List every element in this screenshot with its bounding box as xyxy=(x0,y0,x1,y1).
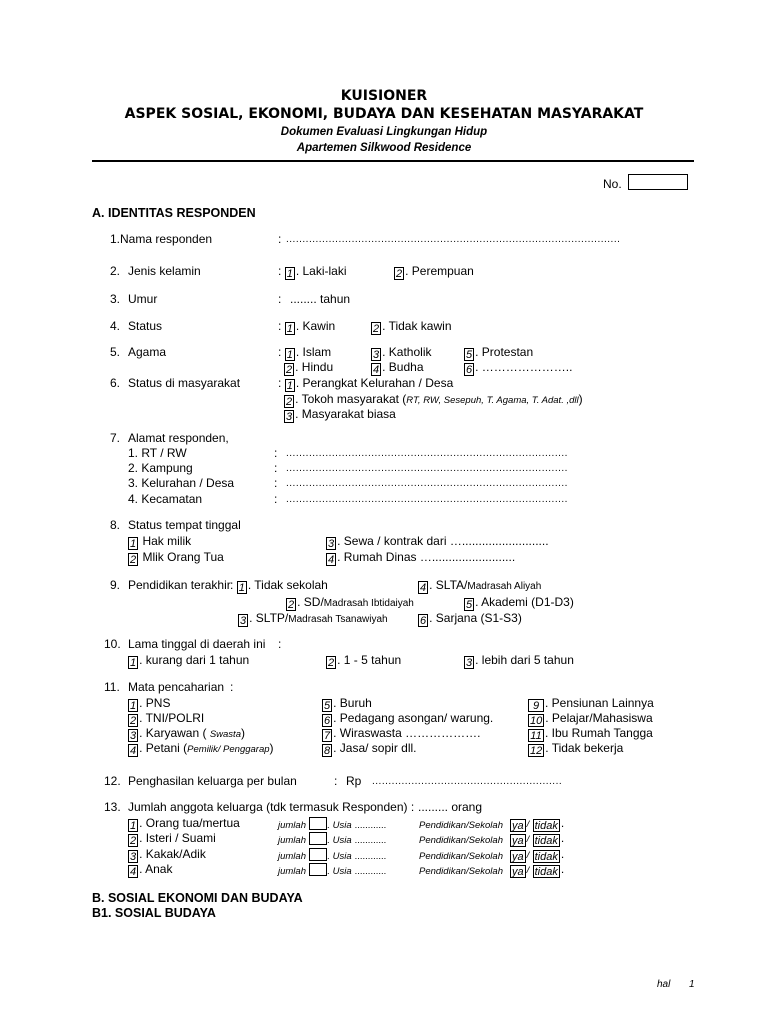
option-pns: . PNS xyxy=(139,696,171,710)
option-box-milik-orang-tua[interactable]: 2 xyxy=(130,554,137,566)
option-petani-detail: Pemilik/ Penggarap xyxy=(187,744,270,755)
option-hak-milik: Hak milik xyxy=(139,534,192,548)
family-row-yesno xyxy=(510,847,564,863)
option-laki-laki: . Laki-laki xyxy=(295,264,347,278)
option-tidak-bekerja: . Tidak bekerja xyxy=(545,741,624,755)
q6-label: Status di masyarakat xyxy=(128,376,241,390)
family-row-label-wrap xyxy=(128,847,206,863)
q7-label: Alamat responden, xyxy=(128,431,229,445)
page-number: 1 xyxy=(689,979,695,990)
q12-number: 12. xyxy=(104,774,121,788)
family-row-edu xyxy=(419,817,503,831)
family-row-edu xyxy=(419,863,503,877)
q1-colon: : xyxy=(278,232,282,246)
option-box-rumah-dinas[interactable]: 4 xyxy=(328,554,335,566)
jumlah-field[interactable] xyxy=(309,863,327,876)
address-kelurahan-label: 3. Kelurahan / Desa xyxy=(128,476,235,490)
pendidikan-label: Pendidikan/Sekolah xyxy=(419,835,503,846)
address-rt-colon: : xyxy=(274,446,278,460)
option-box-pensiunan[interactable]: 9 xyxy=(528,699,544,712)
row-end: . xyxy=(560,862,565,876)
family-row-fields xyxy=(278,848,387,862)
address-kampung-label: 2. Kampung xyxy=(128,461,193,475)
usia-field[interactable]: ............ xyxy=(354,835,387,846)
q11-opt10 xyxy=(528,711,653,727)
pendidikan-label: Pendidikan/Sekolah xyxy=(419,866,503,877)
q11-opt5 xyxy=(322,696,372,712)
q11-colon: : xyxy=(230,680,234,694)
q11-opt8 xyxy=(322,741,417,757)
section-a-heading: A. IDENTITAS RESPONDEN xyxy=(92,206,256,220)
option-tidak-kawin: . Tidak kawin xyxy=(382,319,452,333)
family-row-label: . Anak xyxy=(139,862,173,876)
q6-number: 6. xyxy=(110,376,121,390)
row-end: . xyxy=(560,816,565,830)
q9-label: Pendidikan terakhir xyxy=(128,578,231,592)
q11-opt2 xyxy=(128,711,204,727)
option-kurang-1-tahun: . kurang dari 1 tahun xyxy=(139,653,250,667)
q9-opt3 xyxy=(238,611,388,627)
family-row-label-wrap xyxy=(128,862,172,878)
q5-label: Agama xyxy=(128,345,167,359)
option-box-tidak-sekolah[interactable]: 1 xyxy=(238,582,245,594)
family-row-box[interactable]: 1 xyxy=(130,820,137,832)
option-box-jasa[interactable]: 8 xyxy=(324,745,331,757)
family-row-label-wrap xyxy=(128,816,240,832)
q11-label: Mata pencaharian xyxy=(128,680,225,694)
yes-box[interactable]: ya xyxy=(512,820,524,832)
family-row-box[interactable]: 2 xyxy=(130,835,137,847)
project-name: Apartemen Silkwood Residence xyxy=(296,142,472,154)
option-box-masyarakat[interactable]: 3 xyxy=(286,411,293,423)
q4-label: Status xyxy=(128,319,163,333)
option-perempuan-wrap xyxy=(394,264,474,280)
q6-opt2 xyxy=(284,392,583,408)
option-sarjana: . Sarjana (S1-S3) xyxy=(429,611,522,625)
option-box-tokoh[interactable]: 2 xyxy=(286,396,293,408)
option-ibu-rumah-tangga: . Ibu Rumah Tangga xyxy=(545,726,653,740)
family-row-label-wrap xyxy=(128,831,216,847)
usia-field[interactable]: ............ xyxy=(354,820,387,831)
q2-options xyxy=(278,264,347,280)
option-1-5-tahun: . 1 - 5 tahun xyxy=(337,653,402,667)
q8-opt1 xyxy=(128,534,191,550)
option-box-karyawan[interactable]: 3 xyxy=(130,730,137,742)
option-sewa: . Sewa / kontrak dari ….......................... xyxy=(337,534,549,548)
q2-colon: : xyxy=(278,264,282,278)
family-row-edu xyxy=(419,832,503,846)
option-box-1-5-tahun[interactable]: 2 xyxy=(328,657,335,669)
q9-number: 9. xyxy=(110,578,121,592)
option-box-sewa[interactable]: 3 xyxy=(328,538,335,550)
jumlah-label: jumlah xyxy=(278,820,306,831)
option-box-tidak-bekerja[interactable]: 12 xyxy=(530,745,543,757)
slash: / xyxy=(526,834,530,845)
option-box-protestan[interactable]: 5 xyxy=(466,349,473,361)
option-sltp: . SLTP/ xyxy=(249,611,289,625)
q10-opt1 xyxy=(128,653,249,669)
address-rt-label: 1. RT / RW xyxy=(128,446,187,460)
option-box-perempuan[interactable]: 2 xyxy=(396,268,403,280)
document-name: Dokumen Evaluasi Lingkungan Hidup xyxy=(280,126,488,138)
option-karyawan: . Karyawan ( xyxy=(139,726,210,740)
q11-opt12 xyxy=(528,741,623,757)
no-box[interactable]: tidak xyxy=(534,835,558,847)
q12-rp: Rp xyxy=(346,774,362,788)
q11-opt9 xyxy=(528,696,654,712)
family-row-label: . Isteri / Suami xyxy=(139,831,216,845)
section-b-heading: B. SOSIAL EKONOMI DAN BUDAYA xyxy=(92,891,303,905)
q9-opt4 xyxy=(418,578,541,594)
document-title: KUISIONER xyxy=(340,88,428,104)
q10-opt2 xyxy=(326,653,401,669)
option-tni-polri: . TNI/POLRI xyxy=(139,711,205,725)
family-row-fields xyxy=(278,863,387,877)
option-tokoh-detail: Sesepuh, T. Agama, T. Adat. ,dll xyxy=(443,395,579,406)
option-box-kurang-1-tahun[interactable]: 1 xyxy=(130,657,137,669)
no-box[interactable]: tidak xyxy=(534,866,558,878)
option-sd: . SD/ xyxy=(297,595,324,609)
family-row-yesno xyxy=(510,831,564,847)
option-box-katholik[interactable]: 3 xyxy=(373,349,380,361)
option-perempuan: . Perempuan xyxy=(405,264,474,278)
option-box-akademi[interactable]: 5 xyxy=(466,599,473,611)
family-row-fields xyxy=(278,817,387,831)
option-islam: . Islam xyxy=(295,345,332,359)
address-kecamatan-colon: : xyxy=(274,492,278,506)
option-box-islam[interactable]: 1 xyxy=(286,349,293,361)
option-protestan: . Protestan xyxy=(475,345,534,359)
address-rt-field[interactable]: ...................................................................................... xyxy=(286,448,568,459)
slash: / xyxy=(526,865,530,876)
usia-field[interactable]: ............ xyxy=(354,851,387,862)
q8-opt2 xyxy=(128,550,224,566)
no-box[interactable]: tidak xyxy=(534,820,558,832)
q8-opt3 xyxy=(326,534,549,550)
option-other-religion: . ………………….. xyxy=(475,360,573,374)
option-karyawan-detail: Swasta xyxy=(209,729,241,740)
q13-label: Jumlah anggota keluarga (tdk termasuk Responden) : xyxy=(128,800,415,814)
q5-opt6 xyxy=(464,360,572,376)
section-b1-heading: B1. SOSIAL BUDAYA xyxy=(92,906,216,920)
q9-opt2 xyxy=(286,595,414,611)
option-box-hindu[interactable]: 2 xyxy=(286,364,293,376)
option-box-budha[interactable]: 4 xyxy=(373,364,380,376)
address-kecamatan-label: 4. Kecamatan xyxy=(128,492,203,506)
no-box[interactable]: tidak xyxy=(534,851,558,863)
q1-label: 1.Nama responden xyxy=(110,232,213,246)
option-box-lebih-5-tahun[interactable]: 3 xyxy=(466,657,473,669)
q5-opt4 xyxy=(371,360,424,376)
option-lebih-5-tahun: . lebih dari 5 tahun xyxy=(475,653,574,667)
option-kawin: . Kawin xyxy=(295,319,336,333)
jumlah-label: jumlah xyxy=(278,835,306,846)
option-box-laki-laki[interactable]: 1 xyxy=(286,268,293,280)
family-row-label: . Kakak/Adik xyxy=(139,847,206,861)
q5-opt1 xyxy=(278,345,331,361)
q4-opt2 xyxy=(371,319,452,335)
option-box-sltp[interactable]: 3 xyxy=(240,615,247,627)
option-slta: . SLTA/ xyxy=(429,578,468,592)
option-box-pedagang[interactable]: 6 xyxy=(324,715,331,727)
option-katholik: . Katholik xyxy=(382,345,432,359)
usia-field[interactable]: ............ xyxy=(354,866,387,877)
family-row-yesno xyxy=(510,862,564,878)
age-field[interactable]: ........ tahun xyxy=(290,292,351,306)
q5-opt2 xyxy=(284,360,333,376)
option-rumah-dinas: . Rumah Dinas …......................... xyxy=(337,550,516,564)
option-pensiunan: . Pensiunan Lainnya xyxy=(545,696,654,710)
yes-box[interactable]: ya xyxy=(512,851,524,863)
option-slta-detail: Madrasah Aliyah xyxy=(467,581,542,592)
family-count-field[interactable]: ......... orang xyxy=(418,800,483,814)
jumlah-label: jumlah xyxy=(278,866,306,877)
q9-opt5 xyxy=(464,595,574,611)
option-box-tni-polri[interactable]: 2 xyxy=(130,715,137,727)
option-box-pelajar[interactable]: 10 xyxy=(530,715,543,727)
pendidikan-label: Pendidikan/Sekolah xyxy=(419,851,503,862)
q2-number: 2. xyxy=(110,264,121,278)
q10-opt3 xyxy=(464,653,574,669)
row-end: . xyxy=(560,847,565,861)
name-field[interactable]: ...................................................................................................... xyxy=(286,234,621,245)
q9-colon: : xyxy=(230,578,234,592)
q12-label: Penghasilan keluarga per bulan xyxy=(128,774,297,788)
family-row-fields xyxy=(278,832,387,846)
q2-label: Jenis kelamin xyxy=(128,264,201,278)
jumlah-field[interactable] xyxy=(309,817,327,830)
option-karyawan-close: ) xyxy=(240,726,245,740)
option-jasa: . Jasa/ sopir dll. xyxy=(333,741,417,755)
usia-label: . Usia xyxy=(327,866,352,877)
option-sltp-detail: Madrasah Tsanawiyah xyxy=(288,614,388,625)
q4-opt1 xyxy=(278,319,335,335)
option-box-petani[interactable]: 4 xyxy=(130,745,137,757)
q11-opt3 xyxy=(128,726,245,742)
income-field[interactable]: .......................................................... xyxy=(372,776,563,787)
q8-label: Status tempat tinggal xyxy=(128,518,241,532)
q4-number: 4. xyxy=(110,319,121,333)
option-tidak-sekolah: . Tidak sekolah xyxy=(247,578,328,592)
option-sd-detail: Madrasah Ibtidaiyah xyxy=(323,598,414,609)
q13-number: 13. xyxy=(104,800,121,814)
option-hindu: . Hindu xyxy=(295,360,334,374)
option-tokoh-close: ) xyxy=(578,392,583,406)
option-box-other-religion[interactable]: 6 xyxy=(466,364,473,376)
slash: / xyxy=(526,850,530,861)
family-row-box[interactable]: 3 xyxy=(130,851,137,863)
option-tokoh: . Tokoh masyarakat ( xyxy=(295,392,407,406)
option-box-sd[interactable]: 2 xyxy=(288,599,295,611)
q6-opt3 xyxy=(284,407,396,423)
q5-opt5 xyxy=(464,345,533,361)
option-box-ibu-rumah-tangga[interactable]: 11 xyxy=(528,729,544,742)
q5-colon: : xyxy=(278,345,282,359)
yes-box[interactable]: ya xyxy=(512,835,524,847)
jumlah-field[interactable] xyxy=(309,848,327,861)
pendidikan-label: Pendidikan/Sekolah xyxy=(419,820,503,831)
option-box-hak-milik[interactable]: 1 xyxy=(130,538,137,550)
header-divider xyxy=(92,160,694,162)
family-row-edu xyxy=(419,848,503,862)
option-box-perangkat[interactable]: 1 xyxy=(286,380,293,392)
q11-number: 11. xyxy=(104,680,120,694)
option-milik-orang-tua: Mlik Orang Tua xyxy=(139,550,224,564)
number-field[interactable] xyxy=(628,174,688,190)
option-masyarakat: . Masyarakat biasa xyxy=(295,407,396,421)
option-budha: . Budha xyxy=(382,360,424,374)
jumlah-label: jumlah xyxy=(278,851,306,862)
usia-label: . Usia xyxy=(327,820,352,831)
q11-opt7 xyxy=(322,726,480,742)
option-tokoh-rt: RT, RW, xyxy=(406,395,444,406)
q10-number: 10. xyxy=(104,637,121,651)
q3-number: 3. xyxy=(110,292,121,306)
address-kelurahan-field[interactable]: ...................................................................................... xyxy=(286,478,568,489)
q7-number: 7. xyxy=(110,431,121,445)
row-end: . xyxy=(560,831,565,845)
option-box-slta[interactable]: 4 xyxy=(420,582,427,594)
q10-label: Lama tinggal di daerah ini xyxy=(128,637,266,651)
q4-colon: : xyxy=(278,319,282,333)
q11-opt6 xyxy=(322,711,493,727)
q8-number: 8. xyxy=(110,518,121,532)
q3-label: Umur xyxy=(128,292,158,306)
q5-number: 5. xyxy=(110,345,121,359)
family-row-label: . Orang tua/mertua xyxy=(139,816,240,830)
q9-opt1 xyxy=(230,578,328,594)
usia-label: . Usia xyxy=(327,851,352,862)
option-box-pns[interactable]: 1 xyxy=(130,700,137,712)
number-label: No. xyxy=(603,177,622,191)
q3-colon: : xyxy=(278,292,282,306)
option-buruh: . Buruh xyxy=(333,696,372,710)
q12-colon: : xyxy=(334,774,338,788)
slash: / xyxy=(526,819,530,830)
page-label: hal xyxy=(657,979,671,990)
option-box-kawin[interactable]: 1 xyxy=(286,323,293,335)
address-kecamatan-field[interactable]: ...................................................................................... xyxy=(286,494,568,505)
document-subtitle: ASPEK SOSIAL, EKONOMI, BUDAYA DAN KESEHATAN MASYARAKAT xyxy=(124,106,644,122)
address-kelurahan-colon: : xyxy=(274,476,278,490)
address-kampung-field[interactable]: ...................................................................................... xyxy=(286,463,568,474)
option-box-buruh[interactable]: 5 xyxy=(324,700,331,712)
address-kampung-colon: : xyxy=(274,461,278,475)
option-box-sarjana[interactable]: 6 xyxy=(420,615,427,627)
option-pelajar: . Pelajar/Mahasiswa xyxy=(545,711,653,725)
q11-opt4 xyxy=(128,741,274,757)
option-pedagang: . Pedagang asongan/ warung. xyxy=(333,711,494,725)
q10-colon: : xyxy=(278,637,282,651)
family-row-yesno xyxy=(510,816,564,832)
option-perangkat: . Perangkat Kelurahan / Desa xyxy=(295,376,454,390)
jumlah-field[interactable] xyxy=(309,832,327,845)
option-petani-close: ) xyxy=(269,741,274,755)
option-box-tidak-kawin[interactable]: 2 xyxy=(373,323,380,335)
option-wiraswasta: . Wiraswasta ………………. xyxy=(333,726,481,740)
q6-opt1 xyxy=(278,376,453,392)
q9-opt6 xyxy=(418,611,522,627)
q11-opt11 xyxy=(528,726,653,742)
option-akademi: . Akademi (D1-D3) xyxy=(475,595,574,609)
q6-colon: : xyxy=(278,376,282,390)
option-box-wiraswasta[interactable]: 7 xyxy=(324,730,331,742)
yes-box[interactable]: ya xyxy=(512,866,524,878)
usia-label: . Usia xyxy=(327,835,352,846)
option-petani: . Petani ( xyxy=(139,741,188,755)
q8-opt4 xyxy=(326,550,515,566)
q11-opt1 xyxy=(128,696,170,712)
q5-opt3 xyxy=(371,345,431,361)
family-row-box[interactable]: 4 xyxy=(130,866,137,878)
